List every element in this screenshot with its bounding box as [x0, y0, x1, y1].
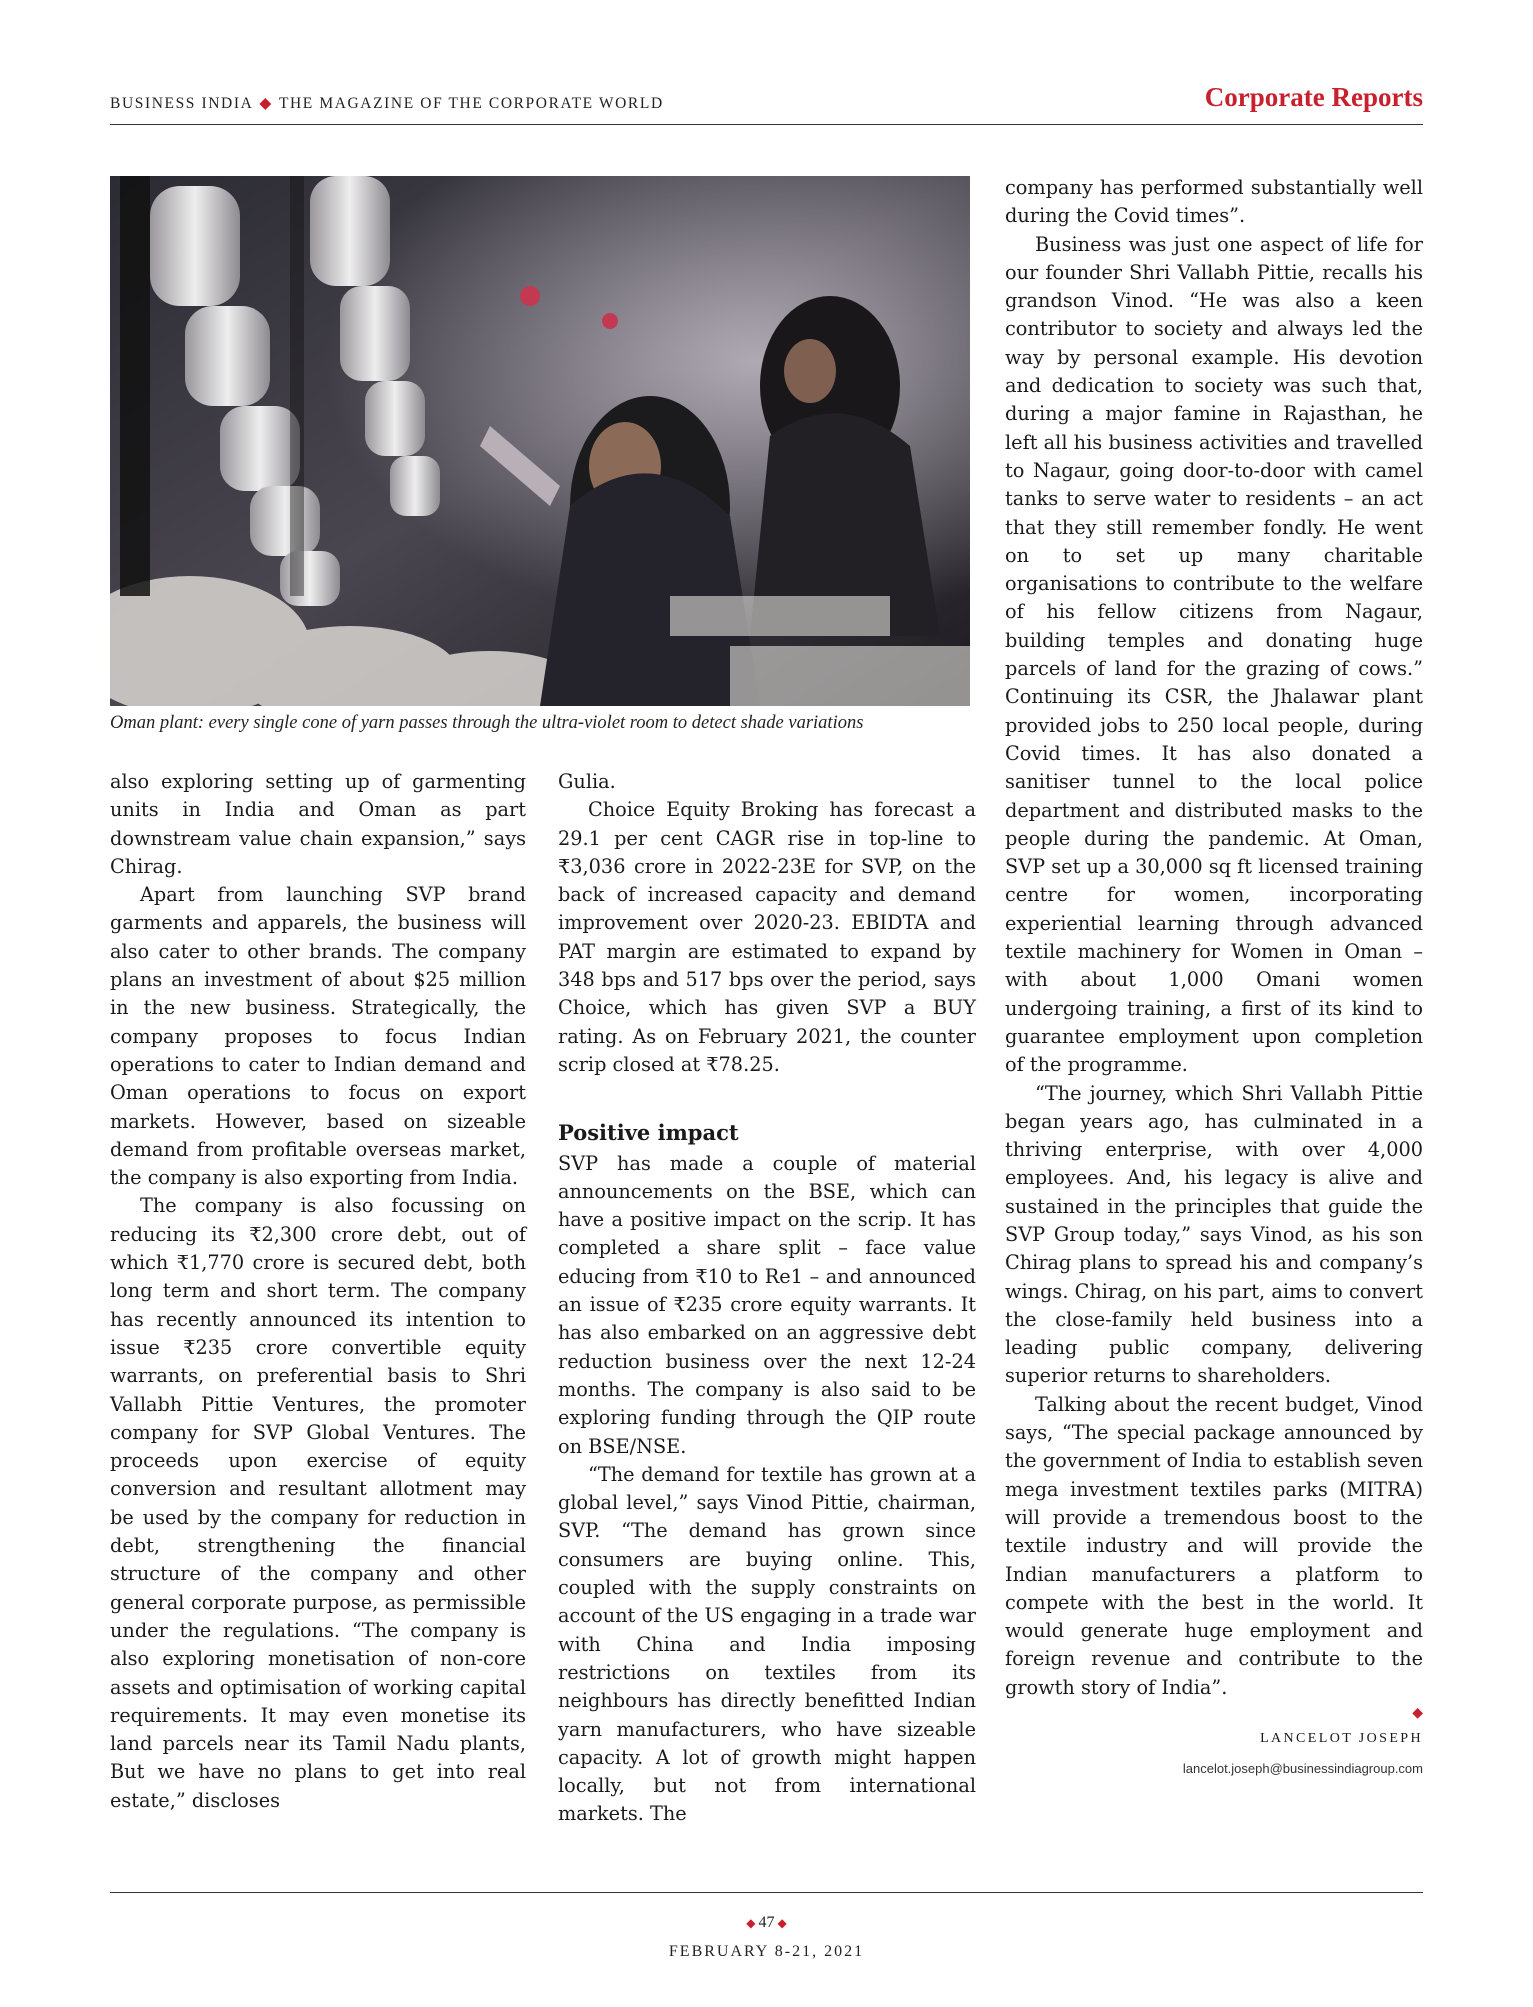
- author-email: lancelot.joseph@businessindiagroup.com: [1182, 1761, 1423, 1777]
- end-mark-icon: ◆: [1412, 1705, 1423, 1722]
- page-number: [0, 1914, 1533, 1932]
- author-byline: LANCELOT JOSEPH: [1260, 1731, 1423, 1747]
- running-header: [110, 94, 664, 113]
- photo-caption: Oman plant: every single cone of yarn passes through the ultra-violet room to detect shade variations: [110, 713, 864, 733]
- publication-name: BUSINESS INDIA: [110, 95, 254, 112]
- diamond-icon: ◆: [259, 95, 273, 112]
- article-column-3: [1005, 174, 1423, 1780]
- publication-tagline: THE MAGAZINE OF THE CORPORATE WORLD: [278, 95, 664, 112]
- paragraph: Choice Equity Broking has forecast a 29.1 per cent CAGR rise in top-line to ₹3,036 crore in 2022-23E for SVP, on the back of increased capacity and demand improvement over 2020-23. EBIDTA and PAT margin are estimated to expand by 348 bps and 517 bps over the period, says Choice, which has given SVP a BUY rating. As on February 2021, the counter scrip closed at ₹78.25.: [558, 798, 976, 1076]
- paragraph: SVP has made a couple of material announcements on the BSE, which can have a positive impact on the scrip. It has completed a share split – face value educing from ₹10 to Re1 – and announced an issue of ₹235 crore equity warrants. It has also embarked on an aggressive debt reduction business over the next 12-24 months. The company is also said to be exploring funding through the QIP route on BSE/NSE.: [558, 1151, 976, 1458]
- subheading: Positive impact: [558, 1120, 739, 1146]
- section-title: Corporate Reports: [1204, 82, 1423, 112]
- paragraph: The company is also focussing on reducing its ₹2,300 crore debt, out of which ₹1,770 crore is secured debt, both long term and short term. The company has recently announced its intention to issue ₹235 crore convertible equity warrants, on preferential basis to Shri Vallabh Pittie Ventures, the promoter company for SVP Global Ventures. The proceeds upon exercise of equity conversion and resultant allotment may be used by the company for reduction in debt, strengthening the financial structure of the company and other general corporate purpose, as permissible under the regulations. “The company is also exploring monetisation of non-core assets and optimisation of working capital requirements. It may even monetise its land parcels near its Tamil Nadu plants, But we have no plans to get into real estate,” discloses: [110, 1194, 526, 1812]
- paragraph: “The journey, which Shri Vallabh Pittie began years ago, has culminated in a thriving enterprise, with over 4,000 employees. And, his legacy is alive and sustained in the principles that guide the SVP Group today,” says Vinod, as his son Chirag plans to spread his and company’s wings. Chirag, on his part, aims to convert the close-family held business into a leading public company, delivering superior returns to shareholders.: [1005, 1081, 1423, 1388]
- paragraph: Gulia.: [558, 770, 616, 793]
- article-column-2: [558, 768, 976, 1829]
- header-rule: [110, 124, 1423, 125]
- paragraph: company has performed substantially well during the Covid times”.: [1005, 176, 1423, 228]
- diamond-icon: ◆: [777, 1916, 787, 1930]
- paragraph: also exploring setting up of garmenting units in India and Oman as part downstream value chain expansion,” says Chirag.: [110, 770, 526, 878]
- photo-illustration: [110, 176, 970, 706]
- page-number-value: 47: [758, 1914, 775, 1931]
- paragraph: Talking about the recent budget, Vinod says, “The special package announced by the government of India to establish seven mega investment textiles parks (MITRA) will provide a tremendous boost to the textile industry and will provide the Indian manufacturers a platform to compete with the best in the world. It would generate huge employment and foreign revenue and contribute to the growth story of India”.: [1005, 1392, 1423, 1699]
- paragraph: “The demand for textile has grown at a global level,” says Vinod Pittie, chairman, SVP. “The demand has grown since consumers are buying online. This, coupled with the supply constraints on account of the US engaging in a trade war with China and India imposing restrictions on textiles from its neighbours has directly benefitted Indian yarn manufacturers, who have sizeable capacity. A lot of growth might happen locally, but not from international markets. The: [558, 1462, 976, 1826]
- diamond-icon: ◆: [746, 1916, 756, 1930]
- footer-rule: [110, 1892, 1423, 1893]
- issue-date: FEBRUARY 8-21, 2021: [668, 1943, 865, 1960]
- article-photo: [110, 176, 970, 706]
- article-column-1: [110, 768, 526, 1815]
- paragraph: Business was just one aspect of life for our founder Shri Vallabh Pittie, recalls his grandson Vinod. “He was also a keen contributor to society and always led the way by personal example. His devotion and dedication to society was such that, during a major famine in Rajasthan, he left all his business activities and travelled to Nagaur, going door-to-door with camel tanks to serve water to residents – an act that they still remember fondly. He went on to set up many charitable organisations to contribute to the welfare of his fellow citizens from Nagaur, building temples and donating huge parcels of land for the grazing of cows.” Continuing its CSR, the Jhalawar plant provided jobs to 250 local people, during Covid times. It has also donated a sanitiser tunnel to the local police department and distributed masks to the people during the pandemic. At Oman, SVP set up a 30,000 sq ft licensed training centre for women, incorporating experiential learning through advanced textile machinery for Women in Oman – with about 1,000 Omani women undergoing training, a first of its kind to guarantee employment upon completion of the programme.: [1005, 232, 1423, 1077]
- paragraph: Apart from launching SVP brand garments and apparels, the business will also cater to other brands. The company plans an investment of about $25 million in the new business. Strategically, the company proposes to focus Indian operations to cater to Indian demand and Oman operations to focus on export markets. However, based on sizeable demand from profitable overseas market, the company is also exporting from India.: [110, 883, 526, 1190]
